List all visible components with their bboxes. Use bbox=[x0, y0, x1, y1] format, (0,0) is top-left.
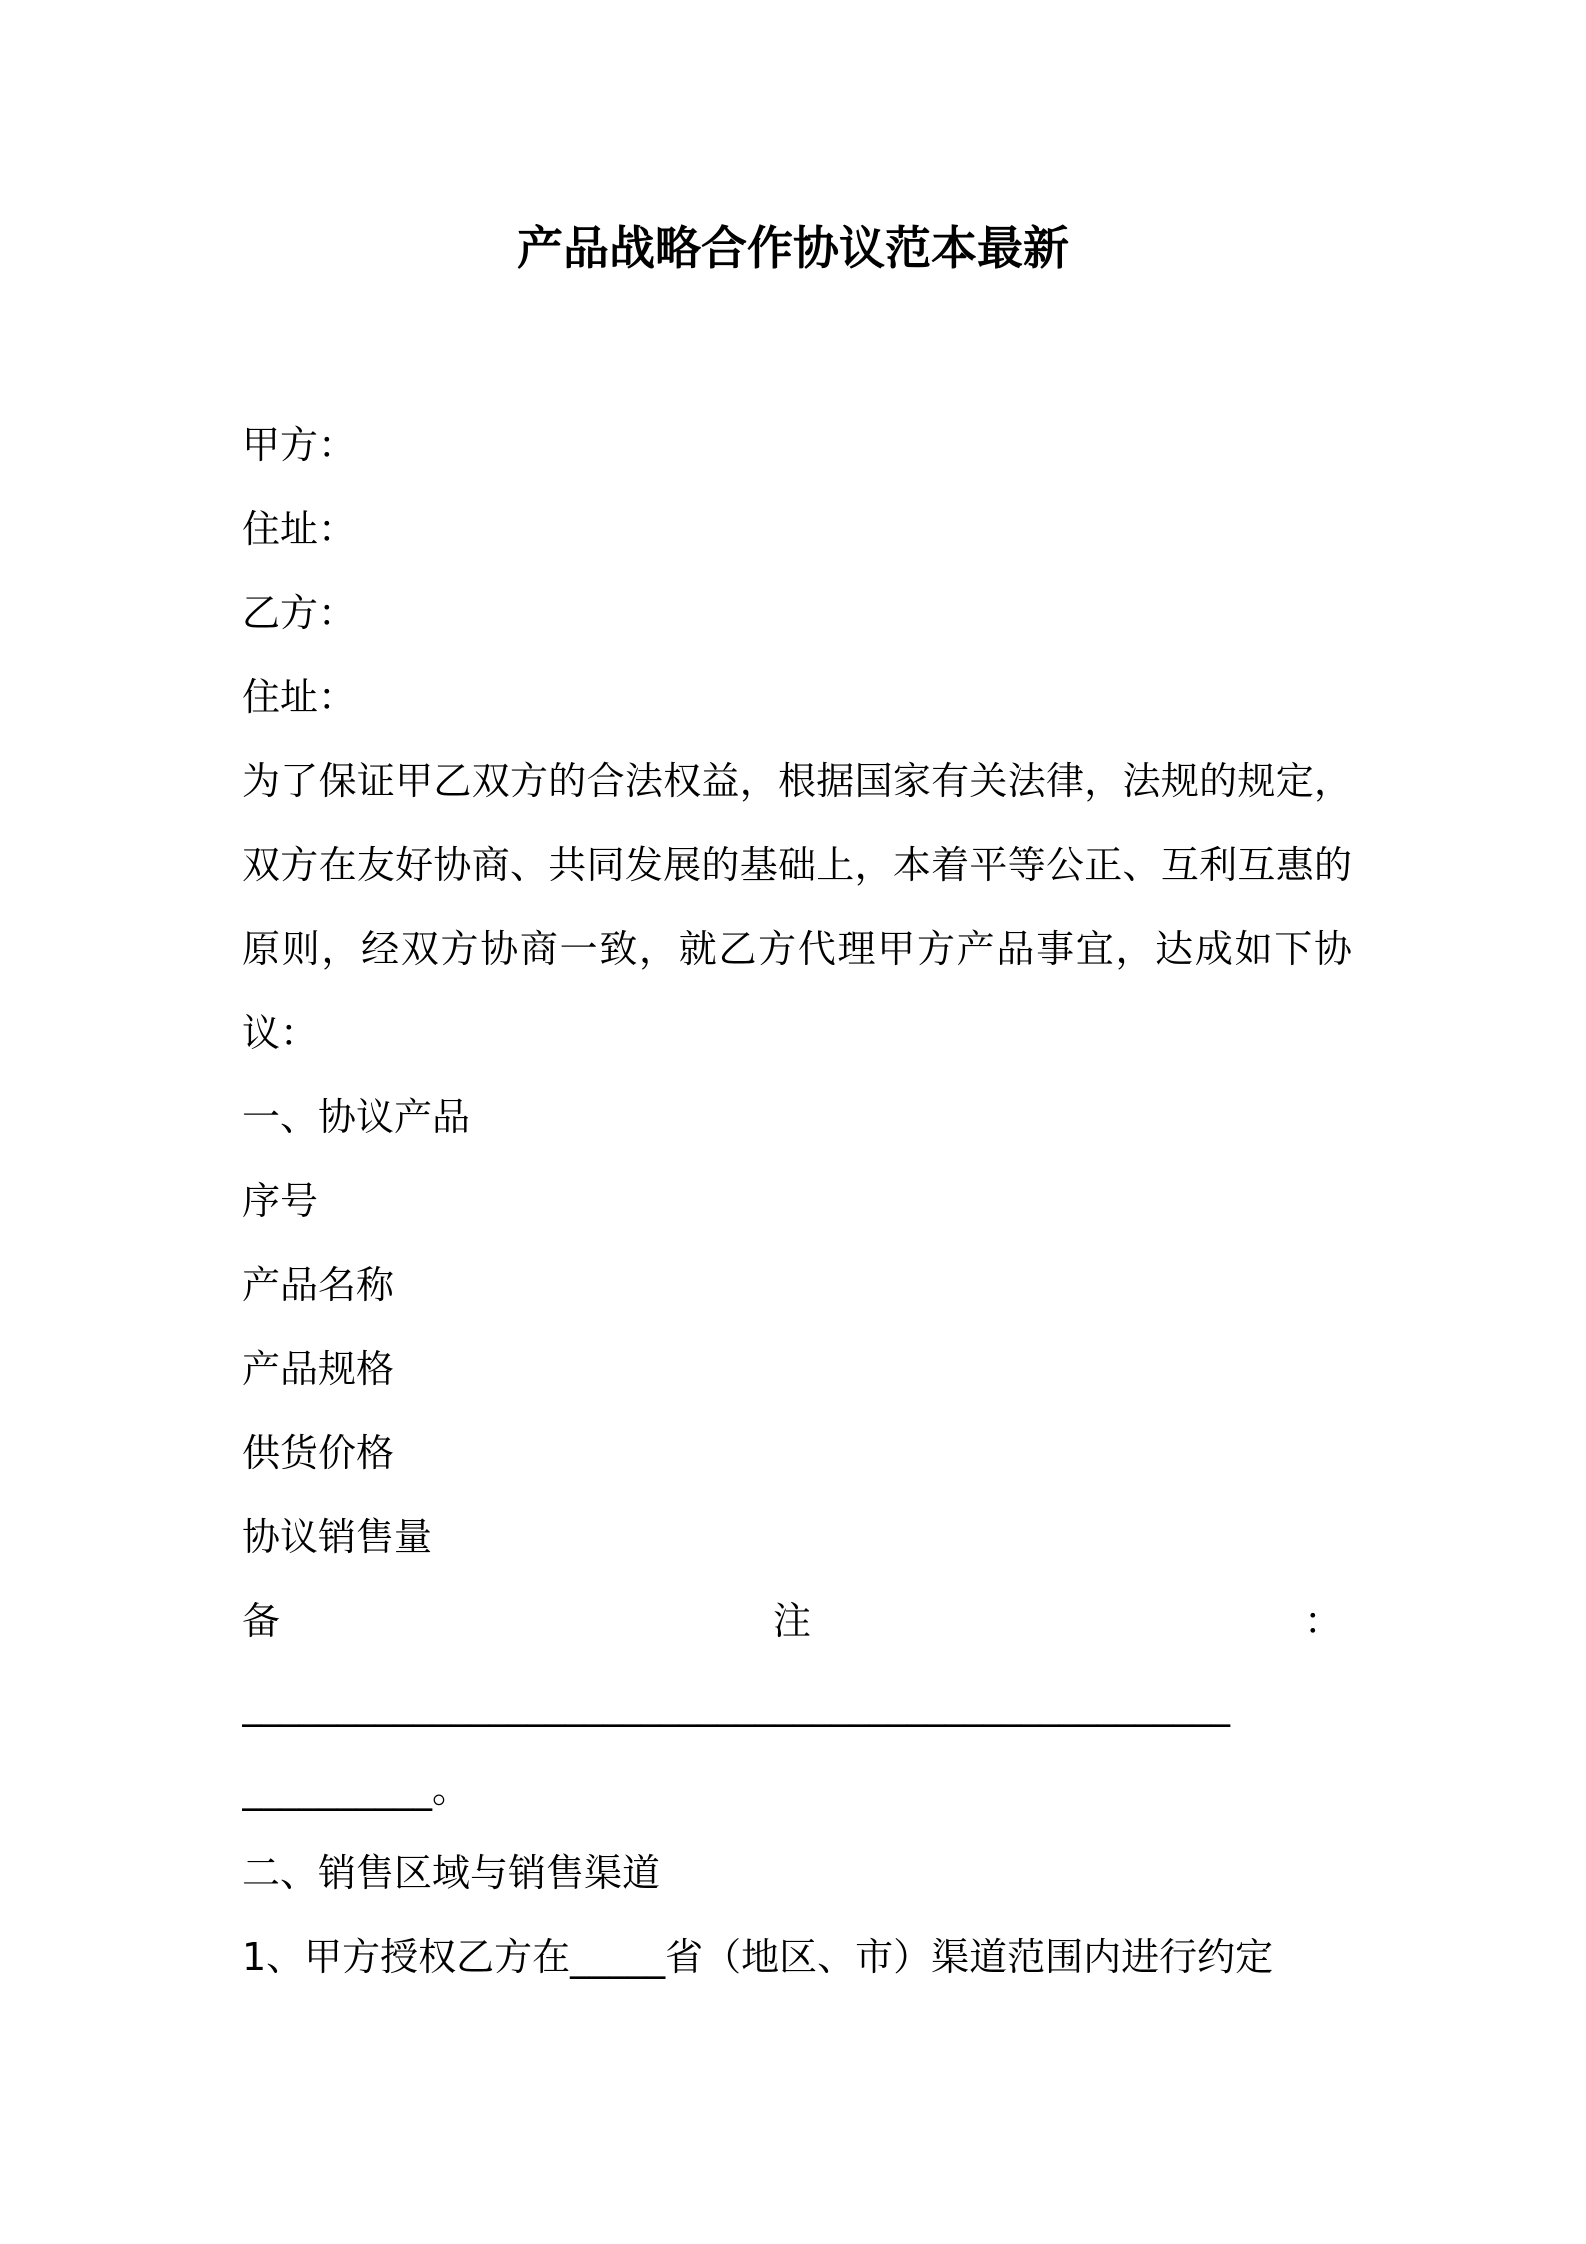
party-b-address-label: 住址： bbox=[242, 675, 357, 719]
remark-char-1: 备 bbox=[242, 1599, 281, 1643]
field-serial-number: 序号 bbox=[242, 1179, 319, 1223]
clause-2-1: 1、甲方授权乙方在_____省（地区、市）渠道范围内进行约定 bbox=[242, 1935, 1274, 1979]
field-sales-volume: 协议销售量 bbox=[242, 1515, 433, 1559]
document-title: 产品战略合作协议范本最新 bbox=[517, 221, 1069, 275]
section-2-heading: 二、销售区域与销售渠道 bbox=[242, 1851, 661, 1895]
document-body bbox=[242, 403, 1352, 1999]
remark-char-2: 注 bbox=[772, 1599, 811, 1643]
section-1-heading: 一、协议产品 bbox=[242, 1095, 471, 1139]
party-b-label: 乙方： bbox=[242, 591, 357, 635]
party-a-address-label: 住址： bbox=[242, 507, 357, 551]
field-supply-price: 供货价格 bbox=[242, 1431, 395, 1475]
remark-blank-line-2: __________。 bbox=[242, 1767, 471, 1811]
remark-label bbox=[242, 1579, 1342, 1663]
party-a-label: 甲方： bbox=[242, 423, 357, 467]
field-product-spec: 产品规格 bbox=[242, 1347, 395, 1391]
field-product-name: 产品名称 bbox=[242, 1263, 395, 1307]
remark-blank-line-1: ____________________________________________________ bbox=[242, 1683, 1230, 1727]
remark-colon: ： bbox=[1303, 1599, 1342, 1643]
preamble-paragraph: 为了保证甲乙双方的合法权益，根据国家有关法律，法规的规定，双方在友好协商、共同发展的基础上，本着平等公正、互利互惠的原则，经双方协商一致，就乙方代理甲方产品事宜，达成如下协议： bbox=[242, 759, 1352, 1055]
